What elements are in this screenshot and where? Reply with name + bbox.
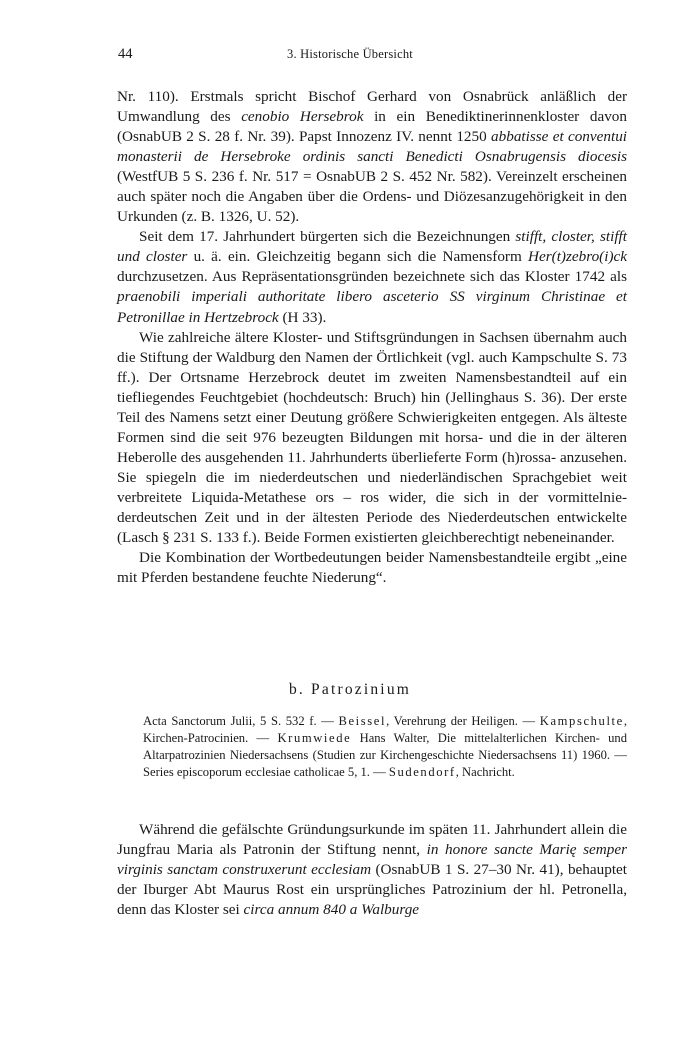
text-run: , Verehrung der Heiligen. — bbox=[386, 714, 540, 728]
text-run: (WestfUB 5 S. 236 f. Nr. 517 = OsnabUB 2 S. 452 Nr. 582). Vereinzelt erscheinen auch später noch die Angaben über die Ordens- und Diözesanzugehörigkeit in den Urkunden (z. B. 1326, U. 52). bbox=[117, 168, 627, 226]
text-run: Acta Sanctorum Julii, 5 S. 532 f. — bbox=[143, 714, 339, 728]
author-name: Krumwiede bbox=[277, 730, 352, 745]
author-name: Beissel bbox=[338, 714, 387, 728]
text-run: (H 33). bbox=[278, 308, 327, 326]
running-head: 3. Historische Übersicht bbox=[287, 47, 413, 61]
main-text bbox=[117, 87, 627, 588]
author-name: Sudendorf bbox=[388, 764, 456, 779]
author-name: Kampschulte bbox=[539, 714, 624, 728]
latin-quote: abbatisse et conventui monasterii de Hersebroke ordinis sancti Benedicti Osnabrugensis diocesis bbox=[117, 128, 628, 166]
bibliography-entry bbox=[143, 713, 627, 781]
text-run: durchzusetzen. Aus Repräsentationsgründen bezeichnete sich das Kloster 1742 als bbox=[117, 268, 627, 286]
text-run: in ein Benediktinerinnenkloster davon (OsnabUB 2 S. 28 f. Nr. 39). Papst Innozenz IV. nennt 1250 bbox=[117, 108, 627, 146]
paragraph-2 bbox=[117, 227, 627, 327]
latin-quote: stifft, closter, stifft und closter bbox=[117, 228, 627, 266]
bibliography bbox=[143, 713, 627, 781]
text-run: u. ä. ein. Gleichzeitig begann sich die Namensform bbox=[187, 248, 529, 266]
paragraph-4: Die Kombination der Wortbedeutungen beider Namensbestandteile ergibt „eine mit Pferden bestandene feuchte Niederung“. bbox=[117, 549, 627, 587]
text-run: Hans Walter, Die mittelalterlichen Kirchen- und Altarpatrozinien Niedersachsens (Studien zur Kirchengeschichte Niedersachsens 11) 1960. — Series episcoporum ecclesiae catholicae 5, 1. — bbox=[143, 730, 627, 779]
latin-quote: in honore sancte Marię semper virginis sanctam construxerunt ecclesiam bbox=[117, 841, 627, 879]
text-run: Nr. 110). Erstmals spricht Bischof Gerhard von Osnabrück anläßlich der Umwandlung des bbox=[117, 88, 627, 126]
text-run: Seit dem 17. Jahrhundert bürgerten sich die Bezeichnungen bbox=[139, 228, 516, 246]
name-form: Her(t)zebro(i)ck bbox=[528, 248, 627, 266]
page-number: 44 bbox=[118, 46, 133, 62]
latin-quote: praenobili imperiali authoritate libero asceterio SS virginum Christinae et Petronillae in Hertzebrock bbox=[117, 288, 627, 326]
latin-quote: cenobio Hersebrok bbox=[241, 108, 364, 126]
section-heading: b. Patrozinium bbox=[288, 681, 412, 698]
paragraph-3: Wie zahlreiche ältere Kloster- und Stiftsgründungen in Sachsen übernahm auch die Stiftung der Waldburg den Namen der Örtlichkeit (vgl. auch Kampschulte S. 73 ff.). Der Ortsname Herzebrock deutet im zweiten Namensbestandteil auf ein tiefliegendes Feuchtgebiet (hochdeutsch: Bruch) hin (Jellinghaus S. 36). Der erste Teil des Namens setzt einer Deutung größere Schwierigkeiten entgegen. Als älteste Formen sind die seit 976 bezeugten Bildungen mit horsa- und die in der älteren Heberolle des ausgehenden 11. Jahrhunderts überlieferte Form (h)rossa- anzusehen. Sie spiegeln die im niederdeutschen und niederländischen Sprachgebiet weit verbreitete Liquida-Metathese ors – ros wider, die sich in der vormittelniederdeutschen Zeit und in der ältesten Periode des Niederdeutschen entwickelte (Lasch § 231 S. 133 f.). Beide Formen existierten gleichberechtigt nebeneinander. bbox=[117, 328, 627, 547]
text-run: Während die gefälschte Gründungsurkunde im späten 11. Jahrhundert allein die Jungfrau Maria als Patronin der Stiftung nennt, bbox=[117, 821, 627, 859]
latin-quote: circa annum 840 a Walburge bbox=[243, 901, 420, 919]
text-run: , Nachricht. bbox=[455, 764, 515, 779]
paragraph-1 bbox=[117, 87, 627, 227]
paragraph-5 bbox=[117, 820, 627, 920]
text-run: , Kirchen-Patrocinien. — bbox=[143, 714, 627, 745]
main-text-continued bbox=[117, 820, 627, 920]
text-run: (OsnabUB 1 S. 27–30 Nr. 41), behauptet der Iburger Abt Maurus Rost ein ursprüngliches Patrozinium der hl. Petronella, denn das Kloster sei bbox=[117, 861, 627, 919]
